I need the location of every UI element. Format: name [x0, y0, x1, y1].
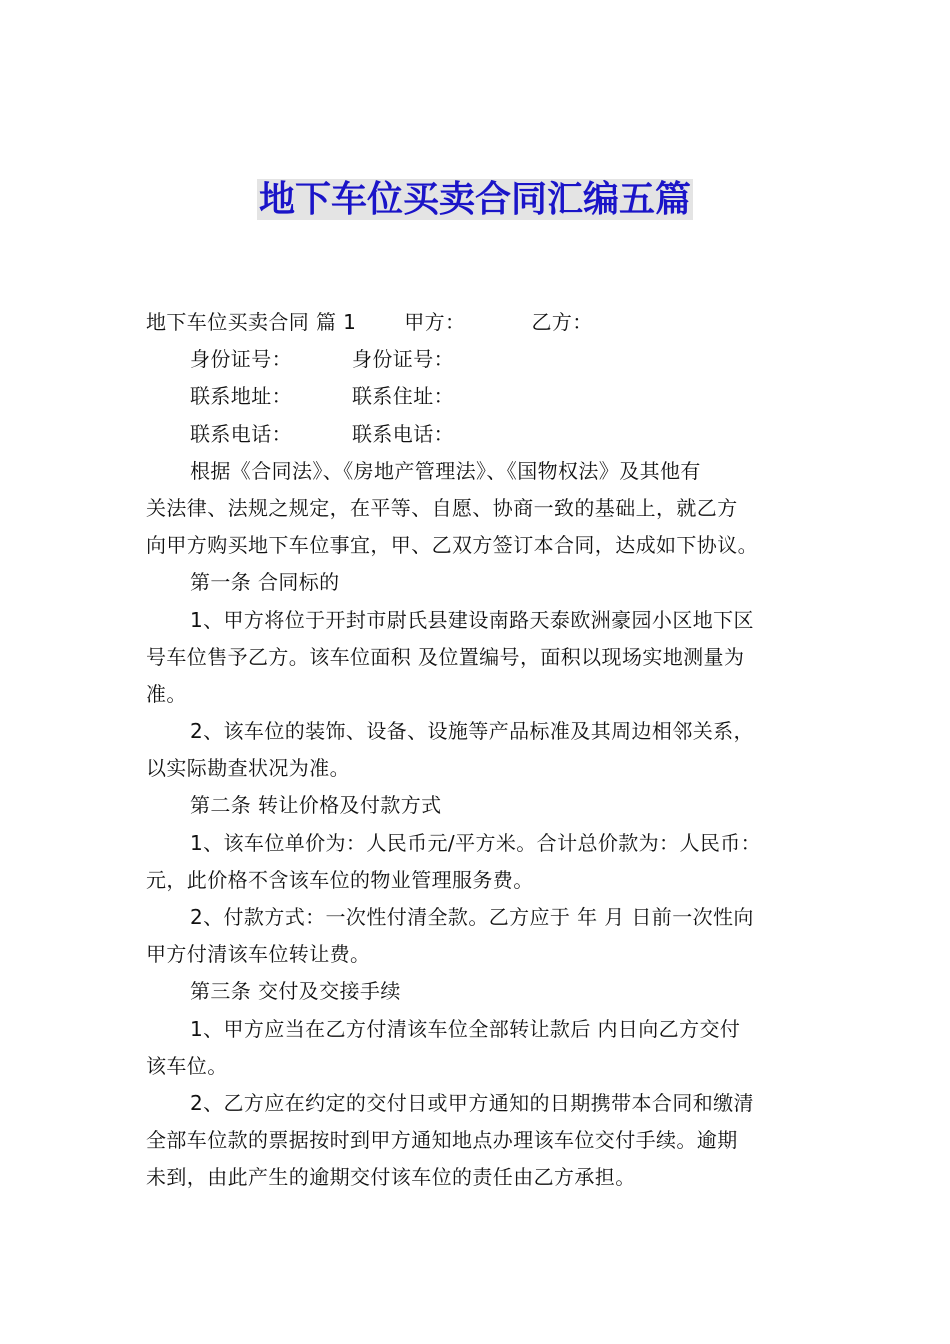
article-3-clause-2-line-1: 2、乙方应在约定的交付日或甲方通知的日期携带本合同和缴清 [190, 1090, 754, 1115]
article-2-clause-1-line-2: 元，此价格不含该车位的物业管理服务费。 [146, 867, 534, 892]
document-title-block [0, 174, 950, 226]
contract-header-line [146, 304, 814, 341]
article-1-clause-1-line-3: 准。 [146, 681, 187, 706]
article-1-heading: 第一条 合同标的 [190, 570, 340, 595]
preamble-line-1: 根据《合同法》、《房地产管理法》、《国物权法》及其他有 [190, 458, 701, 483]
phone-field-a: 联系电话： [190, 421, 292, 446]
preamble-line-2: 关法律、法规之规定，在平等、自愿、协商一致的基础上，就乙方 [146, 495, 738, 520]
address-field-b: 联系住址： [352, 384, 454, 409]
article-3-clause-1-line-1: 1、甲方应当在乙方付清该车位全部转让款后 内日向乙方交付 [190, 1016, 741, 1041]
article-1-clause-2-line-1: 2、该车位的装饰、设备、设施等产品标准及其周边相邻关系， [190, 719, 754, 744]
id-field-b: 身份证号： [352, 347, 454, 372]
article-3-clause-2-line-3: 未到，由此产生的逾期交付该车位的责任由乙方承担。 [146, 1165, 636, 1190]
article-2-clause-2-line-1: 2、付款方式：一次性付清全款。乙方应于 年 月 日前一次性向 [190, 905, 754, 929]
address-field-a: 联系地址： [190, 384, 292, 409]
id-line [146, 341, 814, 378]
article-3-clause-1-line-2: 该车位。 [146, 1053, 228, 1078]
phone-field-b: 联系电话： [352, 421, 454, 446]
article-2-heading: 第二条 转让价格及付款方式 [190, 793, 442, 818]
article-1-clause-2-line-2: 以实际勘查状况为准。 [146, 756, 350, 781]
document-body [146, 304, 814, 1197]
article-1-clause-1-line-1: 1、甲方将位于开封市尉氏县建设南路天泰欧洲豪园小区地下区 [190, 607, 754, 632]
phone-line [146, 416, 814, 453]
contract-heading: 地下车位买卖合同 篇 1 [146, 310, 357, 334]
article-3-clause-2-line-2: 全部车位款的票据按时到甲方通知地点办理该车位交付手续。逾期 [146, 1128, 738, 1153]
id-field-a: 身份证号： [190, 347, 292, 372]
address-line [146, 378, 814, 415]
party-b-label: 乙方： [531, 310, 593, 334]
preamble-line-3: 向甲方购买地下车位事宜，甲、乙双方签订本合同，达成如下协议。 [146, 533, 758, 558]
article-2-clause-1-line-1: 1、该车位单价为：人民币元/平方米。合计总价款为：人民币： [190, 830, 762, 855]
document-title: 地下车位买卖合同汇编五篇 [258, 179, 691, 220]
party-a-label: 甲方： [404, 310, 466, 334]
article-3-heading: 第三条 交付及交接手续 [190, 979, 401, 1004]
article-1-clause-1-line-2: 号车位售予乙方。该车位面积 及位置编号，面积以现场实地测量为 [146, 644, 745, 669]
article-2-clause-2-line-2: 甲方付清该车位转让费。 [146, 942, 371, 967]
